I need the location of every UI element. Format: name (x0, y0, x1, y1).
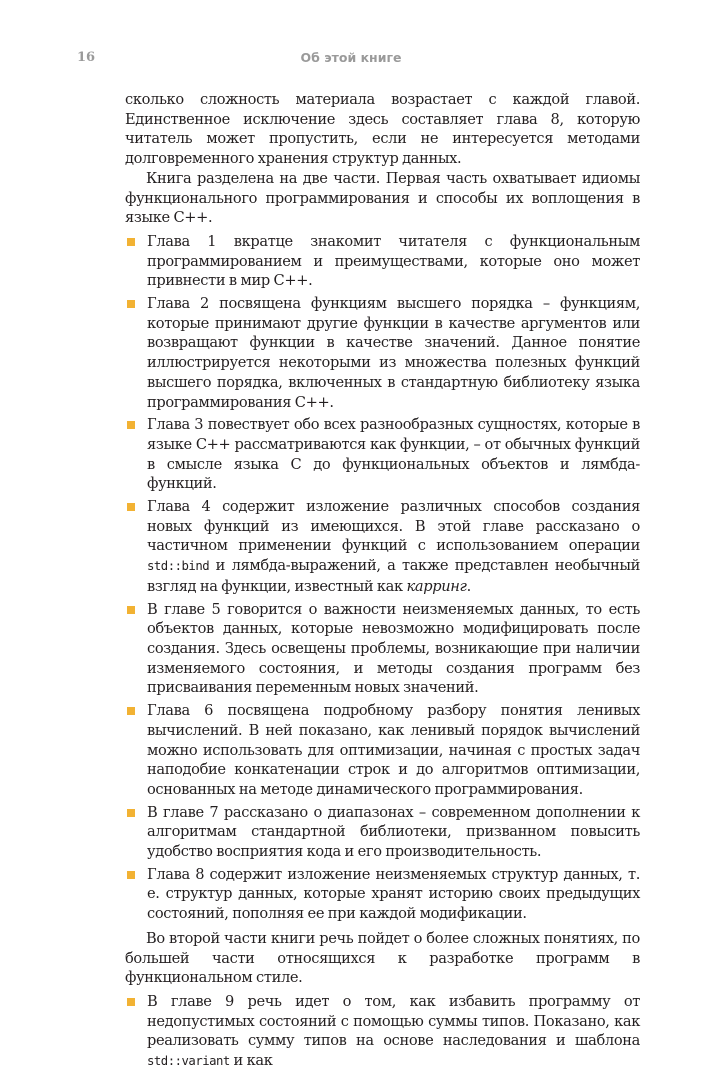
inline-code: std::bind (147, 559, 210, 574)
list-item-text: Глава 1 вкратце знакомит читателя с функциональным программированием и преимуществами, которые оно может привнести в мир С++. (147, 232, 640, 290)
bullet-square-icon (127, 238, 135, 246)
bullet-square-icon (127, 871, 135, 879)
bullet-square-icon (127, 503, 135, 511)
list-item-text: Глава 3 повествует обо всех разнообразных сущностях, которые в языке С++ рассматриваются как функции, – от обычных функций в смысле языка С до функциональных объектов и лямбда-функций. (147, 416, 640, 493)
list-item-text: Глава 2 посвящена функциям высшего порядка – функциям, которые принимают другие функции в качестве аргументов или возвращают функции в качестве значений. Данное понятие иллюстрируется некоторыми из множества полезных функций высшего порядка, включенных в стандартную библиотеку языка программирования С++. (147, 295, 640, 411)
paragraph-continuation: сколько сложность материала возрастает с каждой главой. Единственное исключение здесь составляет глава 8, которую читатель может пропустить, если не интересуется методами долговременного хранения структур данных. (125, 91, 640, 168)
paragraph-part-two: Во второй части книги речь пойдет о более сложных понятиях, по большей части относящихся к разработке программ в функциональном стиле. (125, 929, 640, 987)
list-item (147, 294, 640, 412)
list-item-text: Глава 8 содержит изложение неизменяемых структур данных, т. е. структур данных, которые хранят историю своих предыдущих состояний, пополняя ее при каждой модификации. (147, 865, 640, 923)
list-item-text: и как (233, 1052, 273, 1070)
inline-code: std::variant (147, 1054, 230, 1069)
list-item (147, 600, 640, 699)
part1-chapter-list (125, 232, 640, 924)
list-item-text: Глава 4 содержит изложение различных способов создания новых функций из имеющихся. В этой главе рассказано о частичном применении функций с использованием операции (147, 498, 640, 555)
page-header (0, 50, 702, 70)
list-item-text: и лямбда-выражений, а также представлен необычный взгляд на функции, известный как (147, 557, 640, 595)
list-item (147, 415, 640, 494)
list-item (147, 803, 640, 862)
list-item-text: В главе 7 рассказано о диапазонах – современном дополнении к алгоритмам стандартной библиотеки, призванном повысить удобство восприятия кода и его производительность. (147, 803, 640, 861)
list-item (147, 865, 640, 924)
list-item-text: . (466, 577, 471, 595)
emphasis-term: карринг (406, 577, 467, 595)
running-title: Об этой книге (300, 50, 402, 65)
list-item (147, 232, 640, 291)
bullet-square-icon (127, 707, 135, 715)
part2-chapter-list (125, 992, 640, 1072)
bullet-square-icon (127, 606, 135, 614)
bullet-square-icon (127, 300, 135, 308)
page-body (125, 90, 640, 1075)
bullet-square-icon (127, 421, 135, 429)
list-item (147, 992, 640, 1072)
list-item (147, 701, 640, 800)
page-number: 16 (77, 50, 96, 65)
paragraph-book-structure: Книга разделена на две части. Первая часть охватывает идиомы функционального программирования и способы их воплощения в языке С++. (125, 169, 640, 227)
list-item (147, 497, 640, 597)
bullet-square-icon (127, 809, 135, 817)
list-item-text: Глава 6 посвящена подробному разбору понятия ленивых вычислений. В ней показано, как ленивый порядок вычислений можно использовать для оптимизации, начиная с простых задач наподобие конкатенации строк и до алгоритмов оптимизации, основанных на методе динамического программирования. (147, 702, 640, 798)
list-item-text: В главе 9 речь идет о том, как избавить программу от недопустимых состояний с помощью суммы типов. Показано, как реализовать сумму типов на основе наследования и шаблона (147, 992, 640, 1050)
bullet-square-icon (127, 998, 135, 1006)
list-item-text: В главе 5 говорится о важности неизменяемых данных, то есть объектов данных, которые невозможно модифицировать после создания. Здесь освещены проблемы, возникающие при наличии изменяемого состояния, и методы создания программ без присваивания переменным новых значений. (147, 600, 640, 697)
